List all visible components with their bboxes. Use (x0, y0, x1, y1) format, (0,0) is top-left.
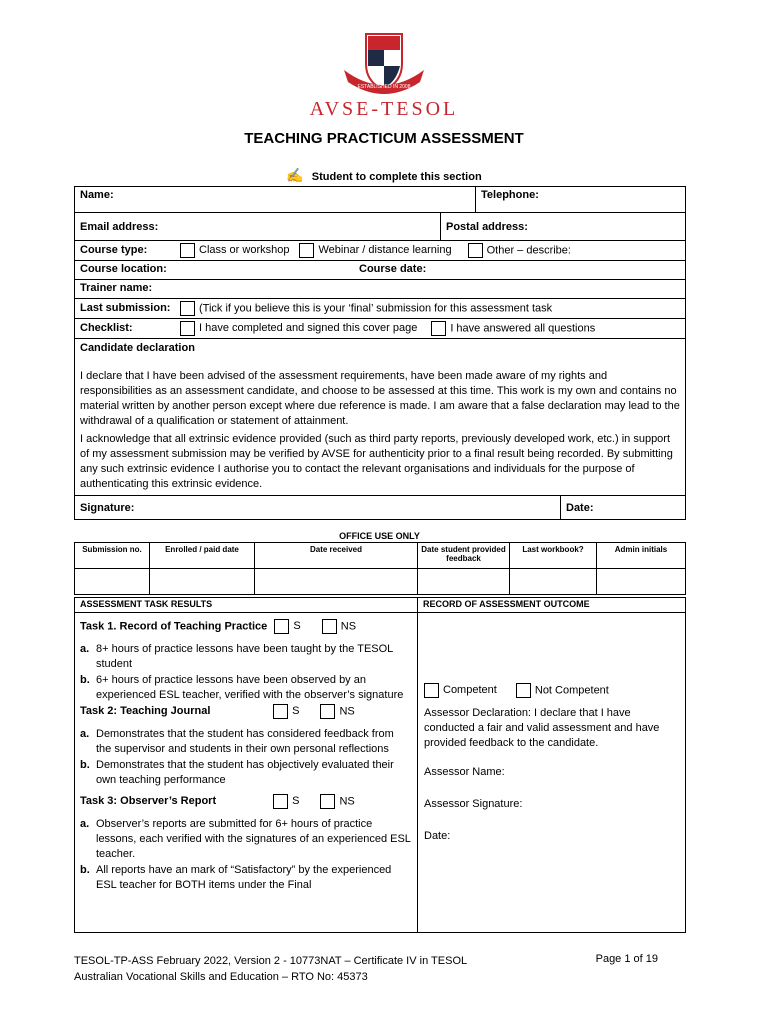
office-cell[interactable] (75, 569, 150, 595)
last-submission-checkbox[interactable] (180, 301, 195, 316)
avse-crest-logo (336, 30, 432, 98)
office-cell[interactable] (150, 569, 255, 595)
task-2-s-checkbox[interactable] (273, 704, 288, 719)
list-item: a. Demonstrates that the student has considered feedback from the supervisor and students in their own personal reflections (80, 728, 394, 755)
postal-cell[interactable]: Postal address: (441, 213, 686, 241)
task-1-s-checkbox[interactable] (274, 619, 289, 634)
trainer-row[interactable]: Trainer name: (75, 280, 686, 299)
office-col-initials: Admin initials (597, 543, 686, 569)
brand-name: AVSE-TESOL (309, 98, 459, 120)
task-1-ns-checkbox[interactable] (322, 619, 337, 634)
student-section-note: ✍ Student to complete this section (286, 167, 482, 183)
assessment-results-table (74, 597, 686, 933)
office-col-received: Date received (255, 543, 418, 569)
email-cell[interactable]: Email address: (75, 213, 441, 241)
writing-hand-icon: ✍ (286, 167, 304, 183)
answered-all-checkbox[interactable] (431, 321, 446, 336)
office-cell[interactable] (418, 569, 510, 595)
office-col-feedback: Date student provided feedback (418, 543, 510, 569)
task-3-ns-checkbox[interactable] (320, 794, 335, 809)
other-checkbox[interactable] (468, 243, 483, 258)
course-location-row[interactable]: Course location: Course date: (75, 261, 686, 280)
name-cell[interactable]: Name: (75, 187, 476, 213)
page-title: TEACHING PRACTICUM ASSESSMENT (244, 130, 524, 147)
page-number: Page 1 of 19 (595, 953, 658, 965)
task-results-cell (75, 613, 418, 933)
office-col-workbook: Last workbook? (510, 543, 597, 569)
list-item: b. All reports have an mark of “Satisfactory” by the experienced ESL teacher for BOTH items under the Final (80, 864, 392, 891)
signature-cell[interactable]: Signature: (75, 496, 561, 520)
office-col-submission: Submission no. (75, 543, 150, 569)
footer: TESOL-TP-ASS February 2022, Version 2 - 10773NAT – Certificate IV in TESOL Australian Vocational Skills and Education – RTO No: 45373 (74, 955, 468, 983)
telephone-cell[interactable]: Telephone: (476, 187, 686, 213)
last-submission-row: Last submission: (Tick if you believe this is your ‘final’ submission for this assessment task (75, 299, 686, 319)
competent-checkbox[interactable] (424, 683, 439, 698)
task-2-ns-checkbox[interactable] (320, 704, 335, 719)
task-3-s-checkbox[interactable] (273, 794, 288, 809)
assessor-date[interactable]: Date: (424, 830, 451, 843)
assessment-outcome-cell: Competent Not Competent Assessor Declaration: I declare that I have conducted a fair and valid assessment and have provided feedback to the candidate. Assessor Name: Assessor Signature: Date: (418, 613, 686, 933)
class-workshop-checkbox[interactable] (180, 243, 195, 258)
cover-page-checkbox[interactable] (180, 321, 195, 336)
candidate-declaration: Candidate declaration I declare that I have been advised of the assessment requirements, have been made aware of my rights and responsibilities as an assessment candidate, and choose to be assessed at this time. This work is my own and contains no material written by another person except where due reference is made. I am aware that a false declaration may lead to the withdrawal of a qualification or statement of attainment. I acknowledge that all extrinsic evidence provided (such as third party reports, previously developed work, etc.) in support of my assessment submission may be verified by AVSE for authenticity prior to a final result being recorded. By submitting any such extrinsic evidence I authorise you to contact the relevant organisations and individuals for the purpose of authenticating this extrinsic evidence. (75, 339, 686, 496)
svg-text:ESTABLISHED IN 2008: ESTABLISHED IN 2008 (357, 84, 411, 90)
assessor-signature[interactable]: Assessor Signature: (424, 798, 523, 811)
assessor-declaration: Assessor Declaration: I declare that I have conducted a fair and valid assessment and have provided feedback to the candidate. (424, 707, 660, 750)
checklist-row: Checklist: I have completed and signed this cover page I have answered all questions (75, 319, 686, 339)
webinar-checkbox[interactable] (299, 243, 314, 258)
office-cell[interactable] (255, 569, 418, 595)
office-use-title: OFFICE USE ONLY (339, 531, 420, 541)
not-competent-checkbox[interactable] (516, 683, 531, 698)
date-cell[interactable]: Date: (561, 496, 686, 520)
list-item: a. Observer’s reports are submitted for 6+ hours of practice lessons, each verified with the signatures of an experienced ESL teacher. (80, 818, 411, 860)
office-col-enrolled: Enrolled / paid date (150, 543, 255, 569)
office-cell[interactable] (597, 569, 686, 595)
assessor-name[interactable]: Assessor Name: (424, 766, 505, 779)
course-type-row: Course type: Class or workshop Webinar / distance learning Other – describe: (75, 241, 686, 261)
task-1: Task 1. Record of Teaching Practice S NS (80, 620, 357, 633)
list-item: a. 8+ hours of practice lessons have been taught by the TESOL student (80, 643, 393, 670)
results-header: ASSESSMENT TASK RESULTS (75, 598, 418, 613)
office-use-table (74, 542, 686, 595)
student-details-table (74, 186, 686, 520)
outcome-header: RECORD OF ASSESSMENT OUTCOME (418, 598, 686, 613)
task-3: Task 3: Observer’s Report S NS (80, 795, 355, 808)
office-cell[interactable] (510, 569, 597, 595)
list-item: b. 6+ hours of practice lessons have been observed by an experienced ESL teacher, verified with the observer’s signature (80, 674, 404, 701)
list-item: b. Demonstrates that the student has objectively evaluated their own teaching performance (80, 759, 394, 786)
task-2: Task 2: Teaching Journal S NS (80, 705, 355, 718)
